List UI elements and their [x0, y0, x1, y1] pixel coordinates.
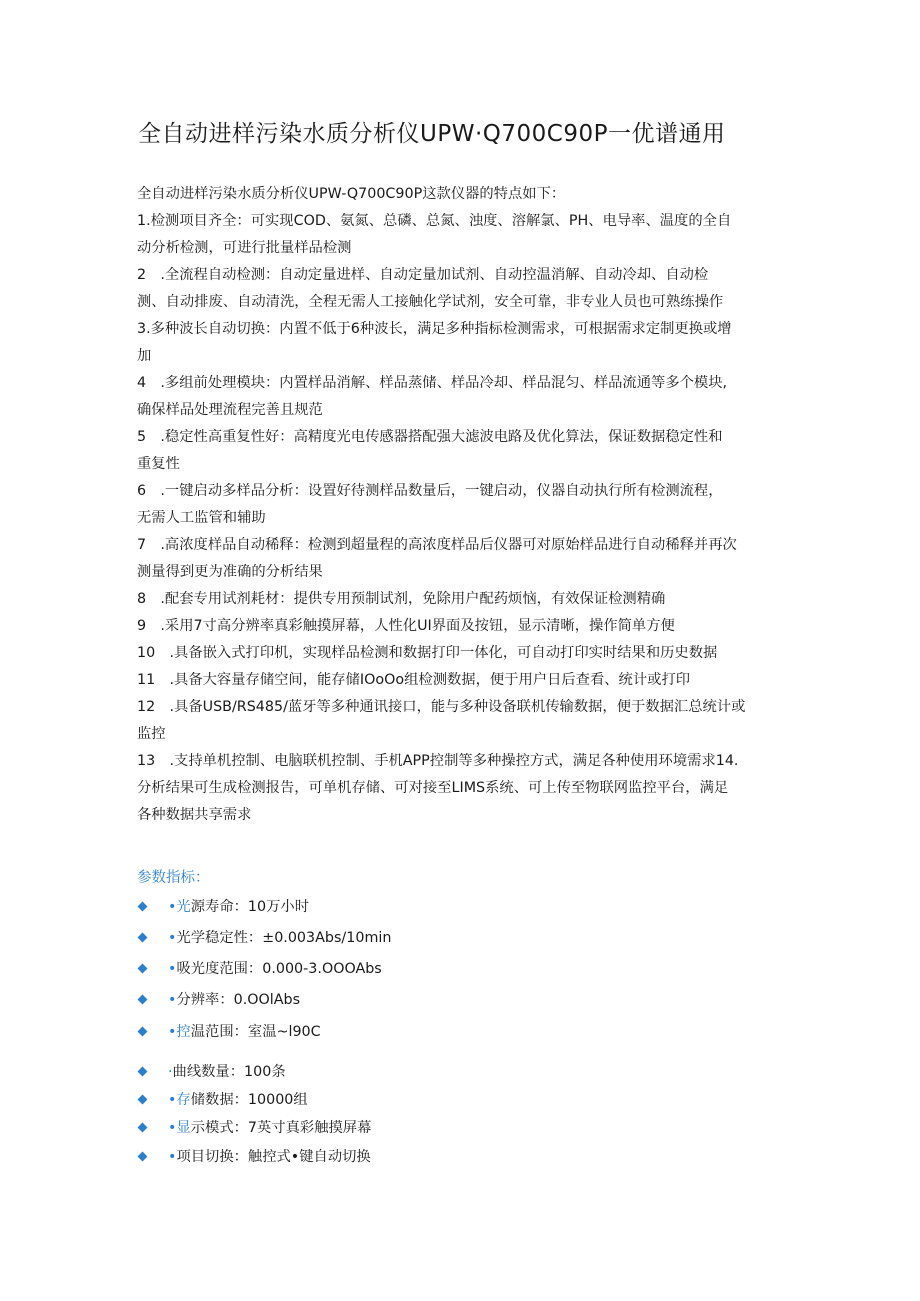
text-line: 测、自动排废、自动清洗，全程无需人工接触化学试剂，安全可靠，非专业人员也可熟练操作 [137, 294, 724, 310]
param-item [136, 957, 382, 981]
text-line: 4 .多组前处理模块：内置样品消解、样品蒸储、样品冷却、样品混匀、样品流通等多个模块, [137, 375, 728, 391]
text-line: 2 .全流程自动检测：自动定量进样、自动定量加试剂、自动控温消解、自动冷却、自动检 [137, 267, 709, 283]
param-item [136, 1020, 321, 1044]
document-title: 全自动进样污染水质分析仪UPW·Q700C90P一优谱通用 [138, 121, 726, 147]
feature-description [137, 181, 787, 829]
param-text: 分辨率：0.OOlAbs [176, 992, 301, 1008]
param-lead: •显 [168, 1120, 191, 1136]
param-text: 项目切换：触控式•键自动切换 [176, 1149, 371, 1165]
params-heading: 参数指标： [137, 870, 210, 886]
text-line: 12 .具备USB/RS485/蓝牙等多种通讯接口，能与多种设备联机传输数据，便于数据汇总统计或 [137, 699, 746, 715]
param-lead: • [168, 961, 177, 977]
diamond-bullet-icon [138, 1027, 148, 1037]
param-item [136, 988, 300, 1012]
text-line: 监控 [137, 726, 166, 742]
param-text: 光学稳定性：±0.003Abs∕10min [176, 930, 392, 946]
param-lead: • [168, 930, 177, 946]
param-lead: • [168, 1149, 177, 1165]
text-line: 加 [137, 348, 152, 364]
text-line: 13 .支持单机控制、电脑联机控制、手机APP控制等多种操控方式，满足各种使用环境需求14. [137, 753, 739, 769]
text-line: 8 .配套专用试剂耗材：提供专用预制试剂，免除用户配药烦恼，有效保证检测精确 [137, 591, 666, 607]
diamond-bullet-icon [138, 1095, 148, 1105]
text-line: 动分析检测，可进行批量样品检测 [137, 240, 352, 256]
param-item [136, 1116, 371, 1140]
param-text: 储数据：10000组 [190, 1092, 308, 1108]
diamond-bullet-icon [138, 1152, 148, 1162]
text-line: 重复性 [137, 456, 180, 472]
text-line: 无需人工监管和辅助 [137, 510, 266, 526]
diamond-bullet-icon [138, 1123, 148, 1133]
param-text: 示模式：7英寸真彩触摸屏幕 [190, 1120, 372, 1136]
param-item [136, 1145, 371, 1169]
param-item [136, 1088, 308, 1112]
diamond-bullet-icon [138, 902, 148, 912]
param-text: 源寿命：10万小时 [190, 899, 310, 915]
text-line: 6 .一键启动多样品分析：设置好待测样品数量后，一键启动，仪器自动执行所有检测流程， [137, 483, 723, 499]
param-text: 吸光度范围：0.000-3.OOOAbs [176, 961, 382, 977]
param-item [136, 895, 309, 919]
text-line: 确保样品处理流程完善且规范 [137, 402, 323, 418]
diamond-bullet-icon [138, 964, 148, 974]
param-item [136, 926, 391, 950]
param-lead: •存 [168, 1092, 191, 1108]
text-line: 分析结果可生成检测报告，可单机存储、可对接至LIMS系统、可上传至物联网监控平台，满足 [137, 780, 729, 796]
text-line: 10 .具备嵌入式打印机，实现样品检测和数据打印一体化，可自动打印实时结果和历史数据 [137, 645, 718, 661]
param-item [136, 1060, 286, 1084]
text-line: 1.检测项目齐全：可实现COD、氨氮、总磷、总氮、浊度、溶解氯、PH、电导率、温度的全自 [137, 213, 732, 229]
text-line: 7 .高浓度样品自动稀释：检测到超量程的高浓度样品后仪器可对原始样品进行自动稀释并再次 [137, 537, 737, 553]
text-line: 5 .稳定性高重复性好：高精度光电传感器搭配强大滤波电路及优化算法，保证数据稳定性和 [137, 429, 723, 445]
param-lead: •控 [168, 1024, 191, 1040]
diamond-bullet-icon [138, 933, 148, 943]
param-lead: •光 [168, 899, 191, 915]
text-line: 11 .具备大容量存储空间，能存储IOoOo组检测数据，便于用户日后查看、统计或打印 [137, 672, 691, 688]
text-line: 全自动进样污染水质分析仪UPW-Q700C90P这款仪器的特点如下： [137, 186, 566, 202]
text-line: 9 .采用7寸高分辨率真彩触摸屏幕，人性化UI界面及按钮，显示清晰，操作简单方便 [137, 618, 675, 634]
diamond-bullet-icon [138, 995, 148, 1005]
diamond-bullet-icon [138, 1067, 148, 1077]
text-line: 3.多种波长自动切换：内置不低于6种波长，满足多种指标检测需求，可根据需求定制更换或增 [137, 321, 732, 337]
text-line: 各种数据共享需求 [137, 807, 252, 823]
param-lead: • [168, 992, 177, 1008]
param-text: 曲线数量：100条 [172, 1064, 286, 1080]
param-text: 温范围：室温~l90C [190, 1024, 321, 1040]
param-lead: · [168, 1064, 173, 1080]
text-line: 测量得到更为准确的分析结果 [137, 564, 323, 580]
